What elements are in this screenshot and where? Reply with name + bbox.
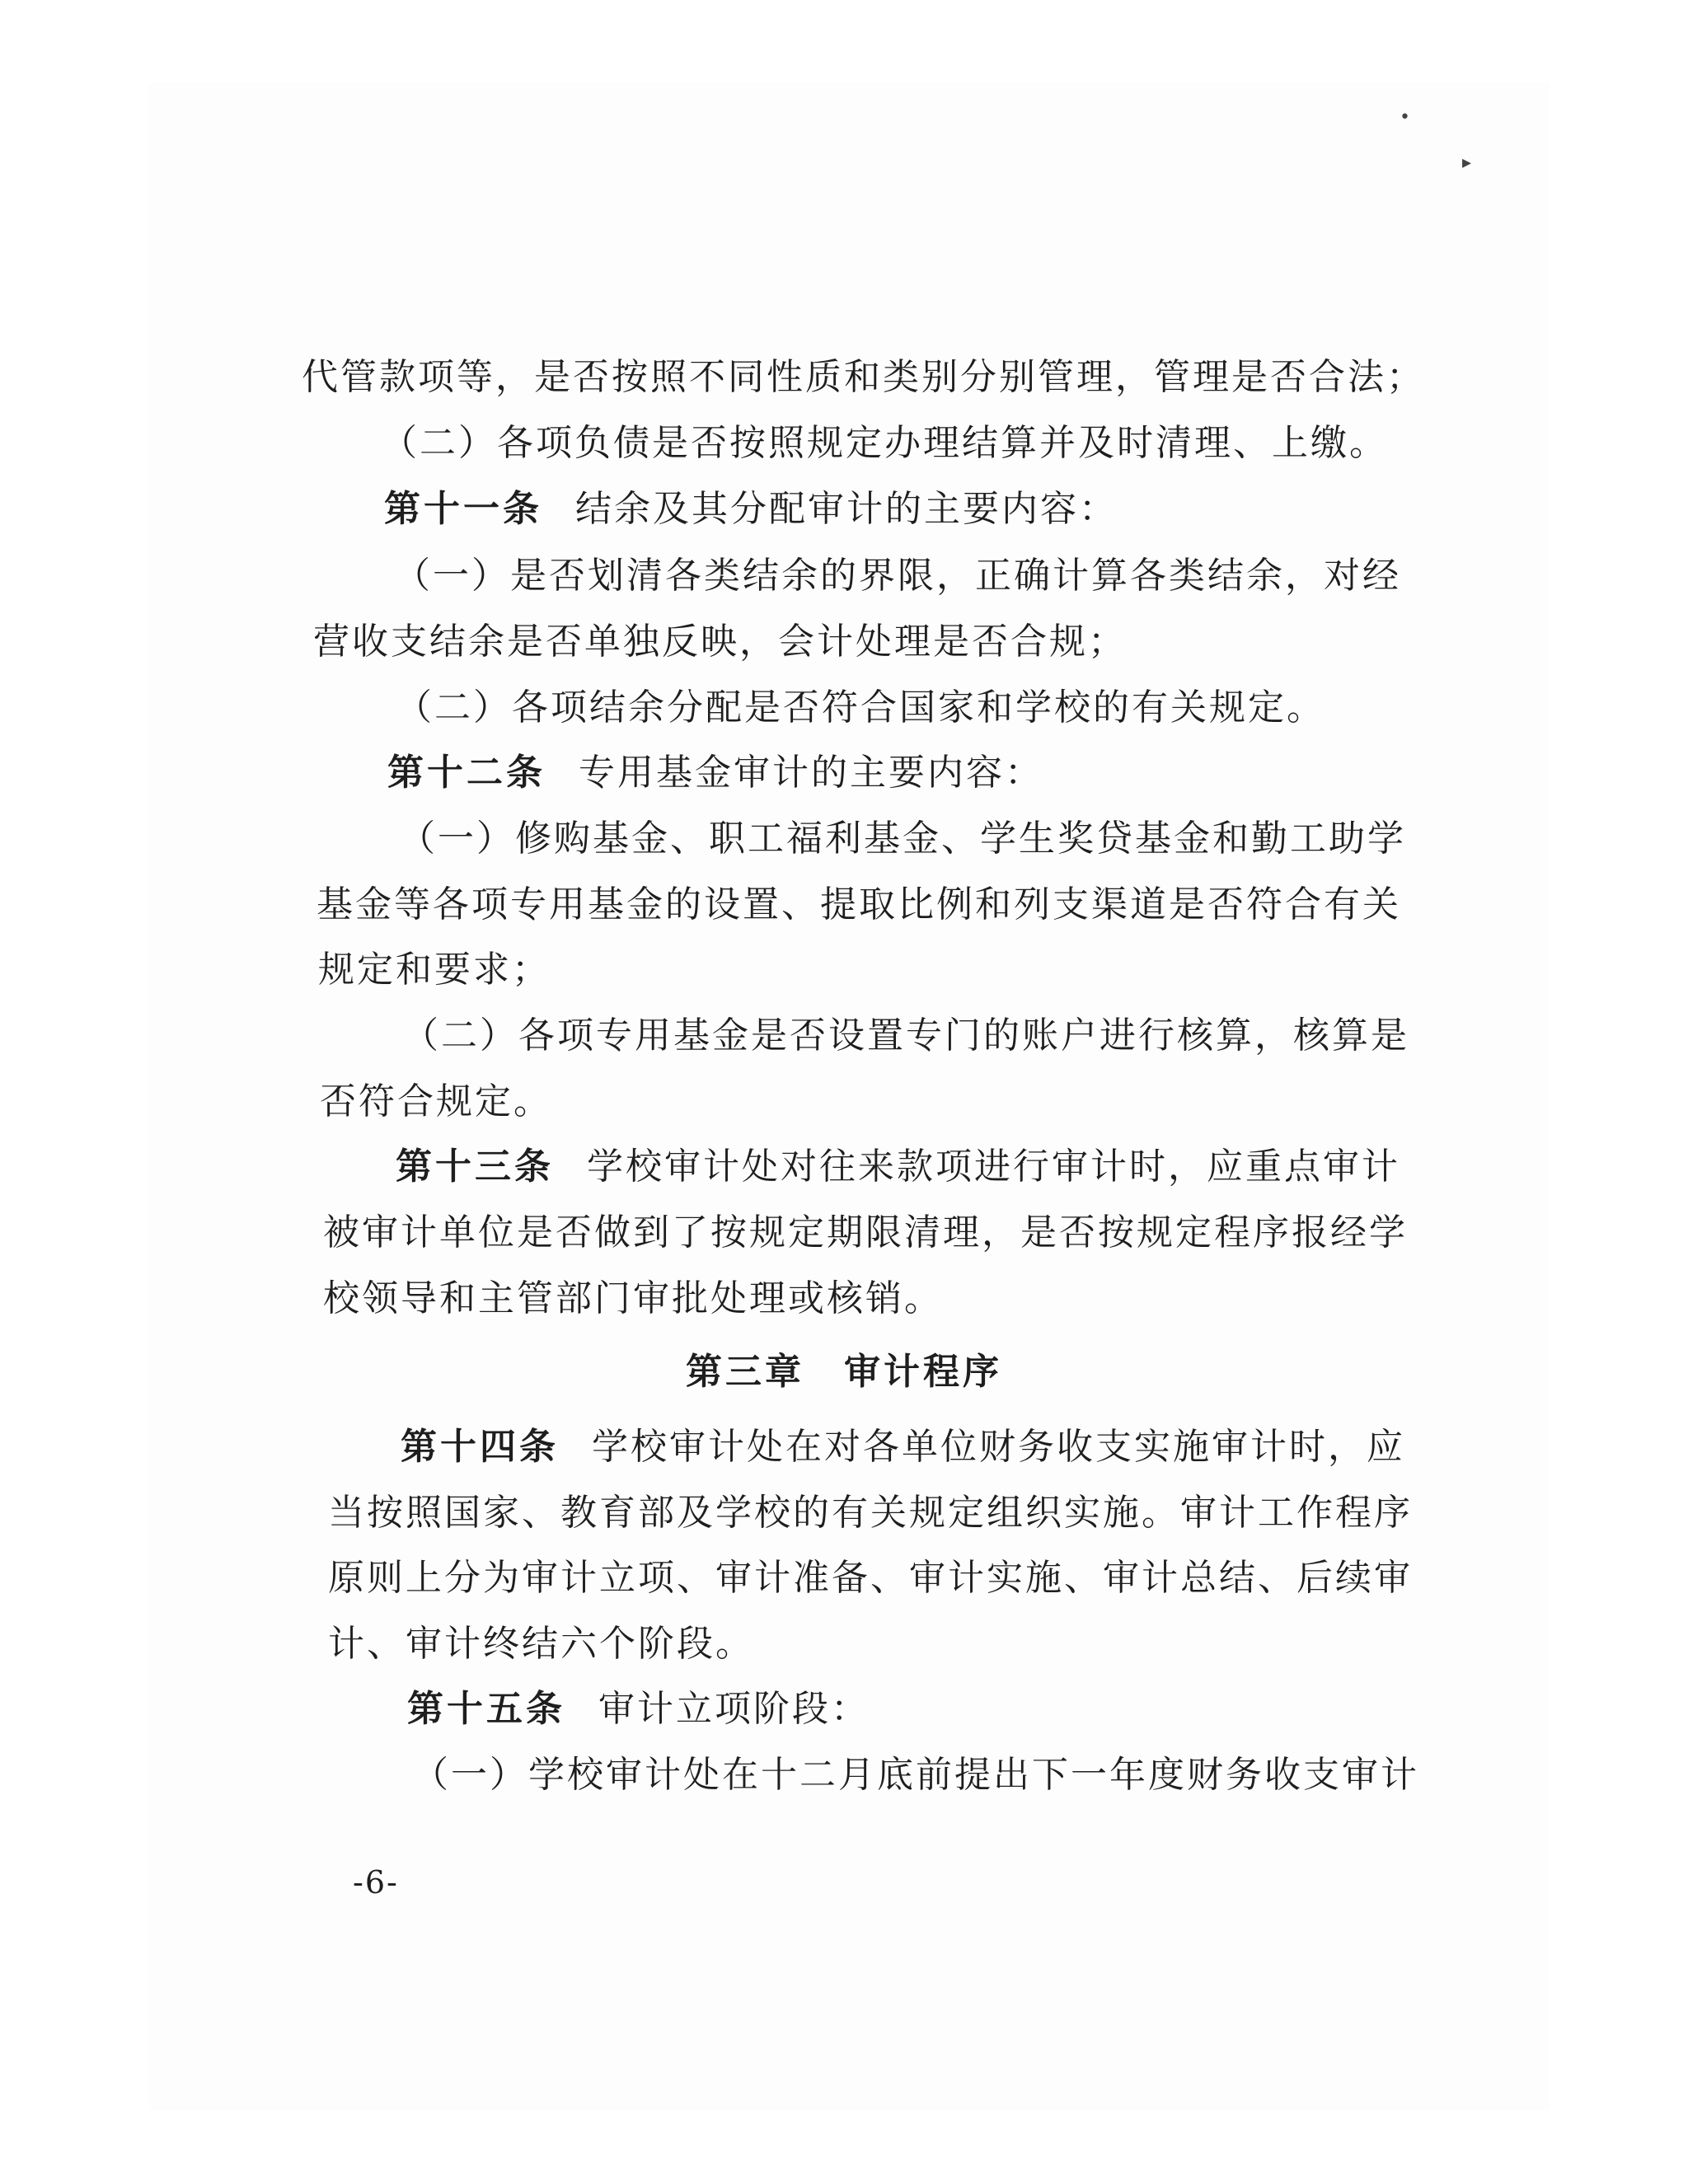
article-text: 学校审计处对往来款项进行审计时，应重点审计 xyxy=(587,1146,1400,1188)
text-line: 计、审计终结六个阶段。 xyxy=(328,1623,754,1665)
article-12 xyxy=(387,752,1043,794)
text-line: 校领导和主管部门审批处理或核销。 xyxy=(323,1277,943,1319)
text-line: 当按照国家、教育部及学校的有关规定组织实施。审计工作程序 xyxy=(328,1492,1413,1534)
article-15 xyxy=(407,1688,870,1731)
chapter-heading: 第三章 审计程序 xyxy=(686,1351,1002,1393)
text-line: 代管款项等，是否按照不同性质和类别分别管理，管理是否合法； xyxy=(302,356,1425,398)
text-line: （二）各项结余分配是否符合国家和学校的有关规定。 xyxy=(396,687,1325,729)
article-title: 第十一条 xyxy=(384,488,542,530)
article-11 xyxy=(384,488,1118,531)
text-line: 原则上分为审计立项、审计准备、审计实施、审计总结、后续审 xyxy=(328,1557,1413,1599)
text-line: （一）学校审计处在十二月底前提出下一年度财务收支审计 xyxy=(412,1754,1419,1796)
article-text: 结余及其分配审计的主要内容： xyxy=(575,488,1118,530)
article-text: 专用基金审计的主要内容： xyxy=(579,752,1043,794)
text-line: 否符合规定。 xyxy=(320,1080,552,1122)
scan-speck: • xyxy=(1400,107,1410,128)
article-title: 第十五条 xyxy=(407,1688,565,1730)
article-title: 第十三条 xyxy=(396,1146,554,1188)
article-13 xyxy=(396,1146,1400,1188)
text-line: 营收支结余是否单独反映，会计处理是否合规； xyxy=(313,621,1127,663)
page-number: -6- xyxy=(353,1864,399,1900)
article-14 xyxy=(401,1426,1405,1469)
text-line: 被审计单位是否做到了按规定期限清理，是否按规定程序报经学 xyxy=(323,1212,1408,1254)
text-line: （二）各项负债是否按照规定办理结算并及时清理、上缴。 xyxy=(381,422,1388,464)
text-line: 基金等各项专用基金的设置、提取比例和列支渠道是否符合有关 xyxy=(316,883,1401,926)
text-line: （一）修购基金、职工福利基金、学生奖贷基金和勤工助学 xyxy=(399,818,1406,860)
text-line: （一）是否划清各类结余的界限，正确计算各类结余，对经 xyxy=(394,555,1401,597)
article-title: 第十二条 xyxy=(387,752,546,794)
article-text: 审计立项阶段： xyxy=(598,1688,870,1730)
scan-speck: ▸ xyxy=(1462,152,1472,173)
text-line: （二）各项专用基金是否设置专门的账户进行核算，核算是 xyxy=(402,1015,1409,1057)
article-text: 学校审计处在对各单位财务收支实施审计时，应 xyxy=(592,1426,1405,1468)
text-line: 规定和要求； xyxy=(318,949,551,991)
article-title: 第十四条 xyxy=(401,1426,559,1468)
